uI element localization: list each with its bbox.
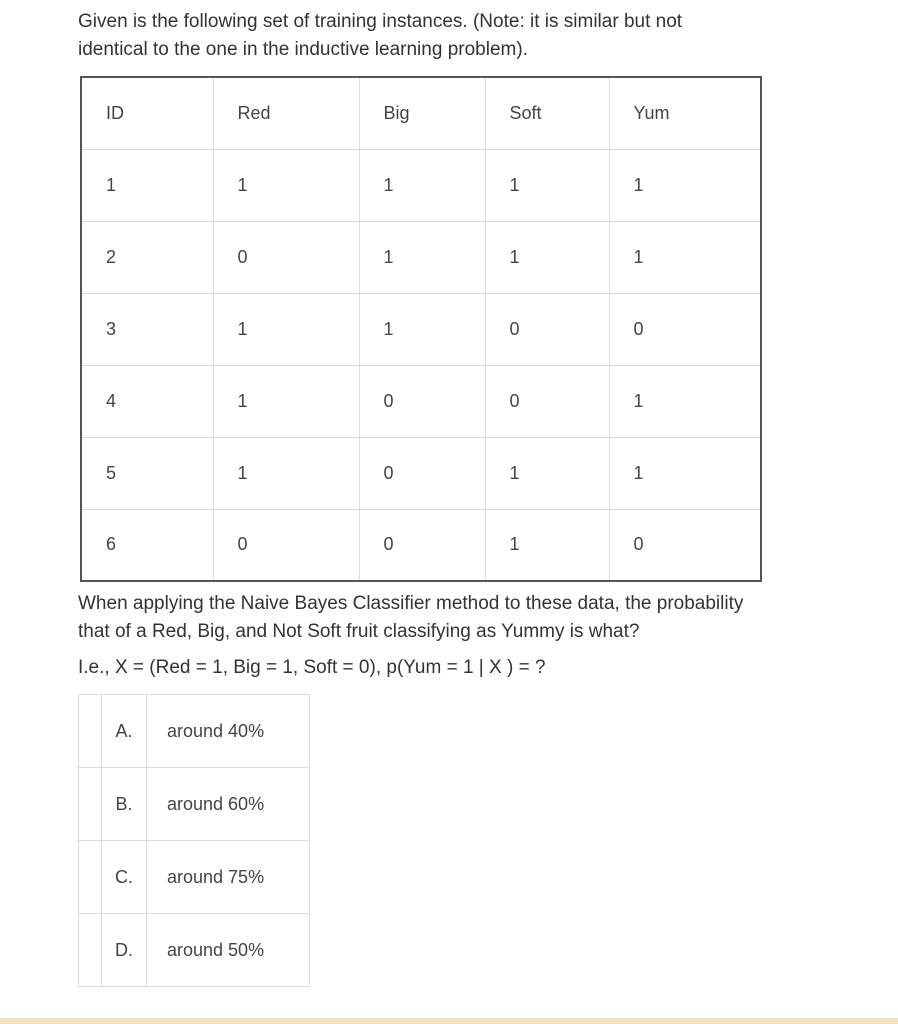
cell-soft: 0 (485, 365, 609, 437)
option-text[interactable]: around 40% (147, 695, 310, 768)
table-header-row (81, 77, 761, 149)
training-data-table (80, 76, 762, 582)
header-yum: Yum (609, 77, 761, 149)
option-spacer (79, 695, 102, 768)
cell-soft: 1 (485, 509, 609, 581)
option-text[interactable]: around 50% (147, 914, 310, 987)
option-a[interactable] (79, 695, 310, 768)
cell-id: 4 (81, 365, 213, 437)
cell-soft: 1 (485, 149, 609, 221)
option-c[interactable] (79, 841, 310, 914)
question-line-1: When applying the Naive Bayes Classifier method to these data, the probability (78, 593, 744, 614)
cell-big: 0 (359, 365, 485, 437)
intro-line-2: identical to the one in the inductive learning problem). (78, 39, 528, 60)
cell-big: 1 (359, 293, 485, 365)
option-text[interactable]: around 60% (147, 768, 310, 841)
table-row (81, 365, 761, 437)
table-row (81, 509, 761, 581)
cell-big: 0 (359, 437, 485, 509)
cell-soft: 1 (485, 437, 609, 509)
cell-red: 0 (213, 509, 359, 581)
option-d[interactable] (79, 914, 310, 987)
cell-yum: 1 (609, 149, 761, 221)
answer-options (78, 694, 310, 987)
option-letter: A. (102, 695, 147, 768)
cell-red: 1 (213, 149, 359, 221)
option-letter: D. (102, 914, 147, 987)
cell-yum: 0 (609, 293, 761, 365)
header-red: Red (213, 77, 359, 149)
cell-id: 2 (81, 221, 213, 293)
question-formula: I.e., X = (Red = 1, Big = 1, Soft = 0), p(Yum = 1 | X ) = ? (78, 657, 546, 678)
cell-yum: 1 (609, 221, 761, 293)
option-text[interactable]: around 75% (147, 841, 310, 914)
cell-yum: 1 (609, 365, 761, 437)
cell-big: 1 (359, 221, 485, 293)
question-line-2: that of a Red, Big, and Not Soft fruit classifying as Yummy is what? (78, 621, 640, 642)
cell-red: 0 (213, 221, 359, 293)
table-row (81, 293, 761, 365)
cell-id: 5 (81, 437, 213, 509)
cell-id: 6 (81, 509, 213, 581)
cell-red: 1 (213, 437, 359, 509)
cell-soft: 1 (485, 221, 609, 293)
cell-soft: 0 (485, 293, 609, 365)
table-row (81, 149, 761, 221)
option-spacer (79, 841, 102, 914)
problem-intro (78, 8, 858, 64)
option-spacer (79, 914, 102, 987)
cell-yum: 0 (609, 509, 761, 581)
header-big: Big (359, 77, 485, 149)
option-b[interactable] (79, 768, 310, 841)
cell-yum: 1 (609, 437, 761, 509)
cell-id: 3 (81, 293, 213, 365)
table-row (81, 221, 761, 293)
cell-big: 0 (359, 509, 485, 581)
cell-red: 1 (213, 293, 359, 365)
table-row (81, 437, 761, 509)
header-id: ID (81, 77, 213, 149)
option-spacer (79, 768, 102, 841)
intro-line-1: Given is the following set of training instances. (Note: it is similar but not (78, 11, 683, 32)
cell-big: 1 (359, 149, 485, 221)
header-soft: Soft (485, 77, 609, 149)
option-letter: C. (102, 841, 147, 914)
cell-id: 1 (81, 149, 213, 221)
option-letter: B. (102, 768, 147, 841)
cell-red: 1 (213, 365, 359, 437)
question-text (78, 590, 878, 646)
bottom-divider (0, 1018, 898, 1024)
